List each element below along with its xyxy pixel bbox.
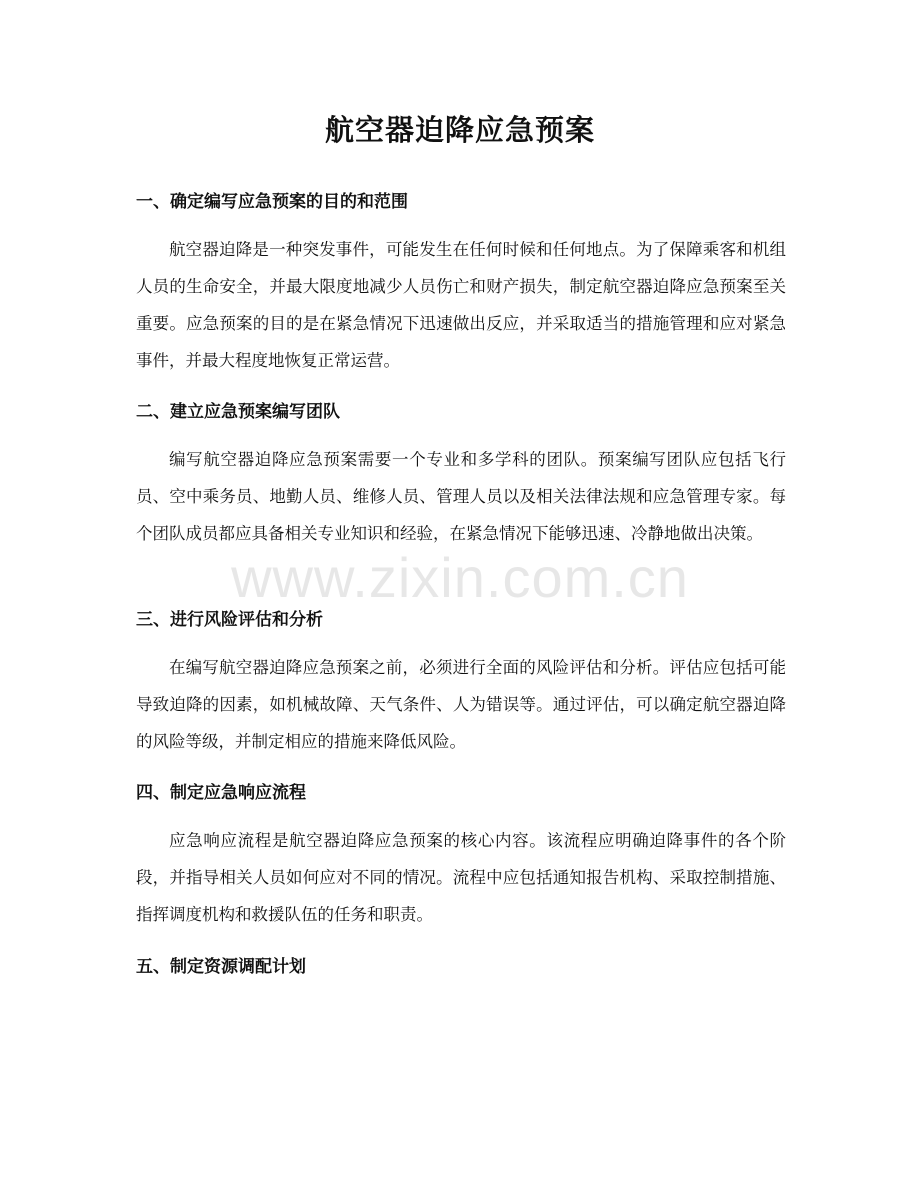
section-heading-5: 五、制定资源调配计划 — [136, 957, 306, 977]
watermark: www.zixin.com.cn — [231, 546, 689, 609]
section-heading-4: 四、制定应急响应流程 — [136, 783, 306, 803]
section-body-1: 航空器迫降是一种突发事件，可能发生在任何时候和任何地点。为了保障乘客和机组人员的生命安全，并最大限度地减少人员伤亡和财产损失，制定航空器迫降应急预案至关重要。应急预案的目的是在紧急情况下迅速做出反应，并采取适当的措施管理和应对紧急事件，并最大程度地恢复正常运营。 — [136, 240, 786, 370]
section-body-4: 应急响应流程是航空器迫降应急预案的核心内容。该流程应明确迫降事件的各个阶段，并指导相关人员如何应对不同的情况。流程中应包括通知报告机构、采取控制措施、指挥调度机构和救援队伍的任务和职责。 — [136, 831, 786, 924]
section-heading-2: 二、建立应急预案编写团队 — [136, 402, 340, 422]
section-body-3: 在编写航空器迫降应急预案之前，必须进行全面的风险评估和分析。评估应包括可能导致迫降的因素，如机械故障、天气条件、人为错误等。通过评估，可以确定航空器迫降的风险等级，并制定相应的措施来降低风险。 — [136, 658, 786, 751]
section-body-2: 编写航空器迫降应急预案需要一个专业和多学科的团队。预案编写团队应包括飞行员、空中乘务员、地勤人员、维修人员、管理人员以及相关法律法规和应急管理专家。每个团队成员都应具备相关专业知识和经验，在紧急情况下能够迅速、冷静地做出决策。 — [136, 450, 786, 543]
section-heading-1: 一、确定编写应急预案的目的和范围 — [136, 192, 408, 212]
document-title: 航空器迫降应急预案 — [324, 113, 595, 147]
section-heading-3: 三、进行风险评估和分析 — [136, 610, 323, 630]
